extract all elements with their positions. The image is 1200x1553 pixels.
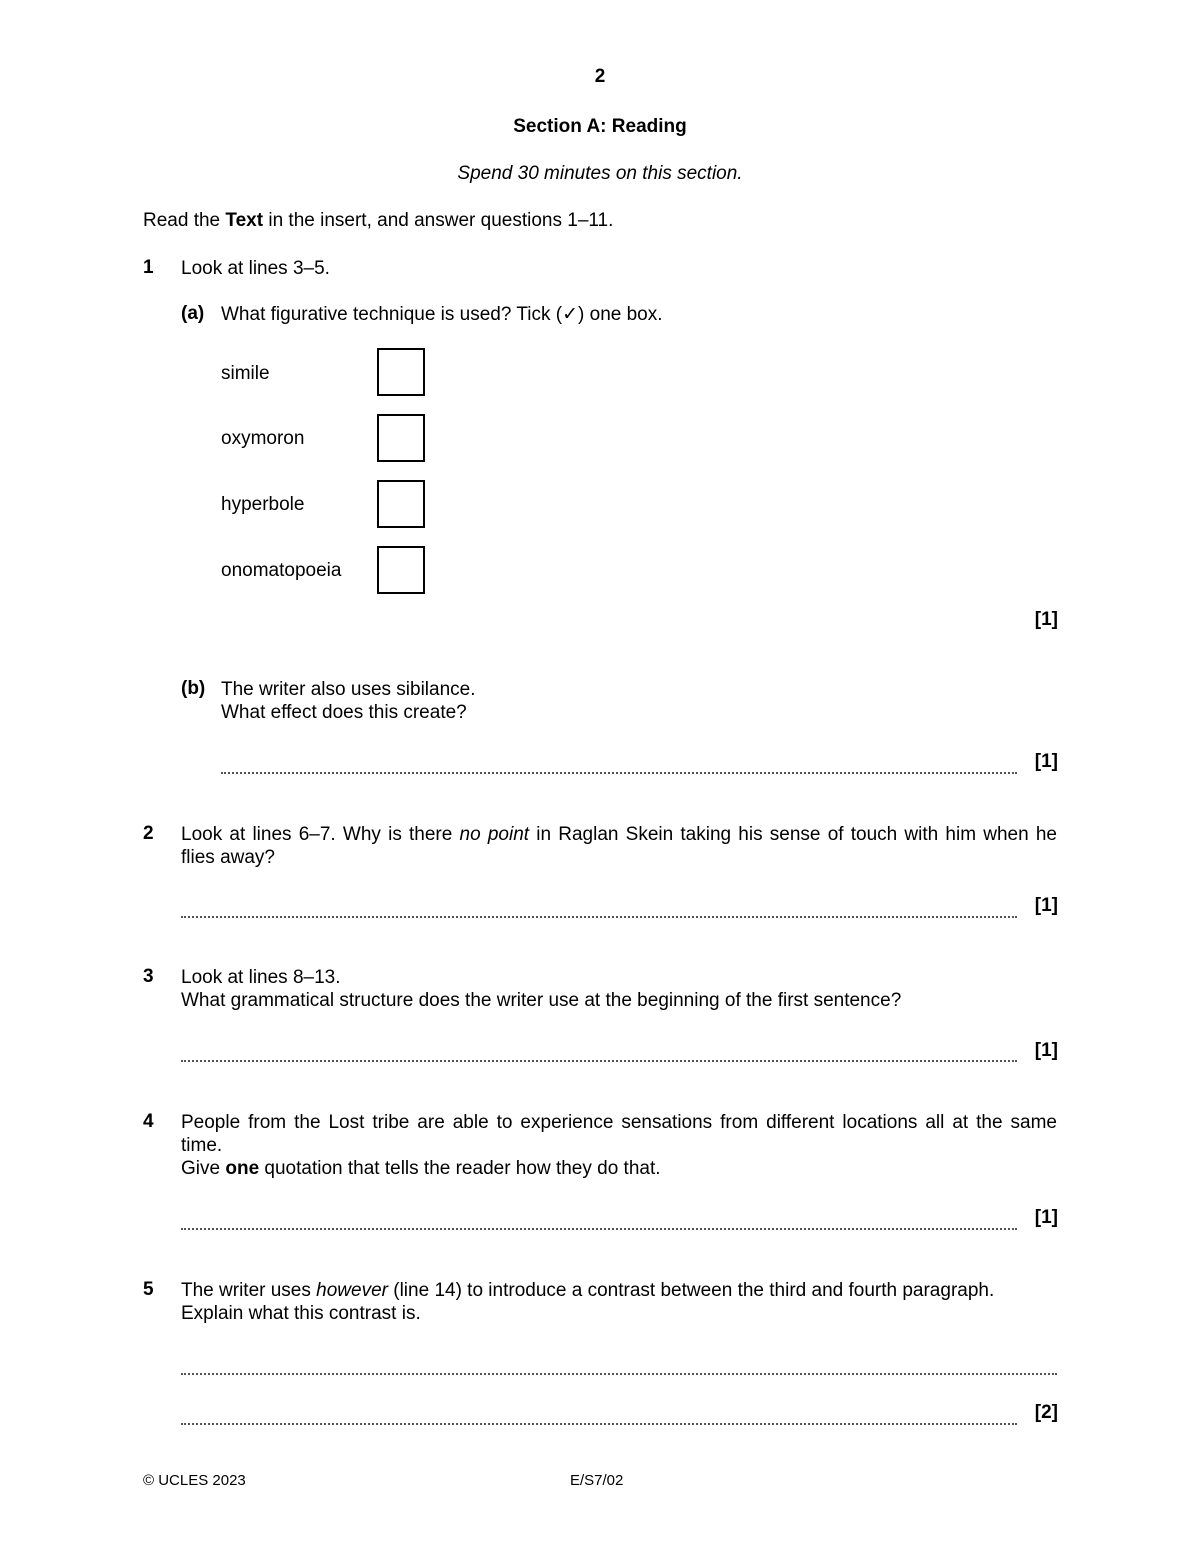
footer-code: E/S7/02	[570, 1472, 624, 1489]
question-2-text	[181, 823, 1057, 869]
question-4-bold: one	[225, 1158, 260, 1179]
question-4-pre: Give	[181, 1158, 226, 1179]
answer-line-5a[interactable]	[181, 1371, 1057, 1375]
question-2-number: 2	[143, 823, 154, 844]
question-4-post: quotation that tells the reader how they do that.	[259, 1158, 661, 1179]
question-1a-mark: [1]	[1034, 609, 1058, 630]
question-5-line2: Explain what this contrast is.	[181, 1303, 421, 1324]
question-5-number: 5	[143, 1279, 154, 1300]
footer-copyright: © UCLES 2023	[143, 1472, 246, 1489]
intro-instruction	[143, 210, 613, 232]
option-onomatopoeia-checkbox[interactable]	[377, 546, 425, 594]
question-1a-label: (a)	[181, 303, 205, 324]
question-5-pre: The writer uses	[181, 1280, 317, 1301]
answer-line-2[interactable]	[181, 914, 1017, 918]
intro-post: in the insert, and answer questions 1–11.	[263, 210, 614, 231]
intro-pre: Read the	[143, 210, 226, 231]
question-1b-mark: [1]	[1034, 751, 1058, 772]
question-3-line2: What grammatical structure does the writer use at the beginning of the first sentence?	[181, 990, 902, 1011]
question-3-number: 3	[143, 966, 154, 987]
option-onomatopoeia-label: onomatopoeia	[221, 560, 342, 581]
option-hyperbole-checkbox[interactable]	[377, 480, 425, 528]
option-hyperbole-label: hyperbole	[221, 494, 305, 515]
answer-line-3[interactable]	[181, 1058, 1017, 1062]
question-5-italic: however	[316, 1280, 388, 1301]
intro-bold: Text	[225, 210, 264, 231]
question-1b-label: (b)	[181, 678, 206, 699]
question-5-text	[181, 1279, 1057, 1325]
question-3-line1: Look at lines 8–13.	[181, 967, 341, 988]
answer-line-1b[interactable]	[221, 770, 1017, 774]
question-2-pre: Look at lines 6–7. Why is there	[181, 824, 460, 845]
answer-line-5b[interactable]	[181, 1421, 1017, 1425]
question-4-line1: People from the Lost tribe are able to experience sensations from different locations all at the same time.	[181, 1112, 1057, 1156]
question-5-line1	[181, 1279, 1057, 1302]
section-title: Section A: Reading	[513, 116, 687, 137]
question-1-text: Look at lines 3–5.	[181, 258, 330, 279]
question-5-mark: [2]	[1034, 1402, 1058, 1423]
question-2-italic: no point	[459, 824, 530, 845]
time-instruction: Spend 30 minutes on this section.	[457, 163, 743, 184]
question-2-mark: [1]	[1034, 895, 1058, 916]
question-1b-line2: What effect does this create?	[221, 702, 467, 723]
question-3-text	[181, 966, 1057, 1012]
question-1b-text	[221, 678, 1057, 724]
question-1a-text: What figurative technique is used? Tick (✓) one box.	[221, 304, 663, 325]
question-5-post: (line 14) to introduce a contrast between the third and fourth paragraph.	[387, 1280, 995, 1301]
question-1b-line1: The writer also uses sibilance.	[221, 679, 476, 700]
question-4-mark: [1]	[1034, 1207, 1058, 1228]
question-4-number: 4	[143, 1111, 154, 1132]
page-number: 2	[594, 66, 606, 87]
question-1-number: 1	[143, 257, 154, 278]
option-simile-checkbox[interactable]	[377, 348, 425, 396]
question-4-line2	[181, 1157, 1057, 1180]
answer-line-4[interactable]	[181, 1226, 1017, 1230]
question-3-mark: [1]	[1034, 1040, 1058, 1061]
question-2-post: in Raglan Skein taking his sense of touch with him when he flies away?	[181, 824, 1057, 868]
option-oxymoron-checkbox[interactable]	[377, 414, 425, 462]
question-4-text	[181, 1111, 1057, 1180]
option-simile-label: simile	[221, 363, 270, 384]
option-oxymoron-label: oxymoron	[221, 428, 305, 449]
